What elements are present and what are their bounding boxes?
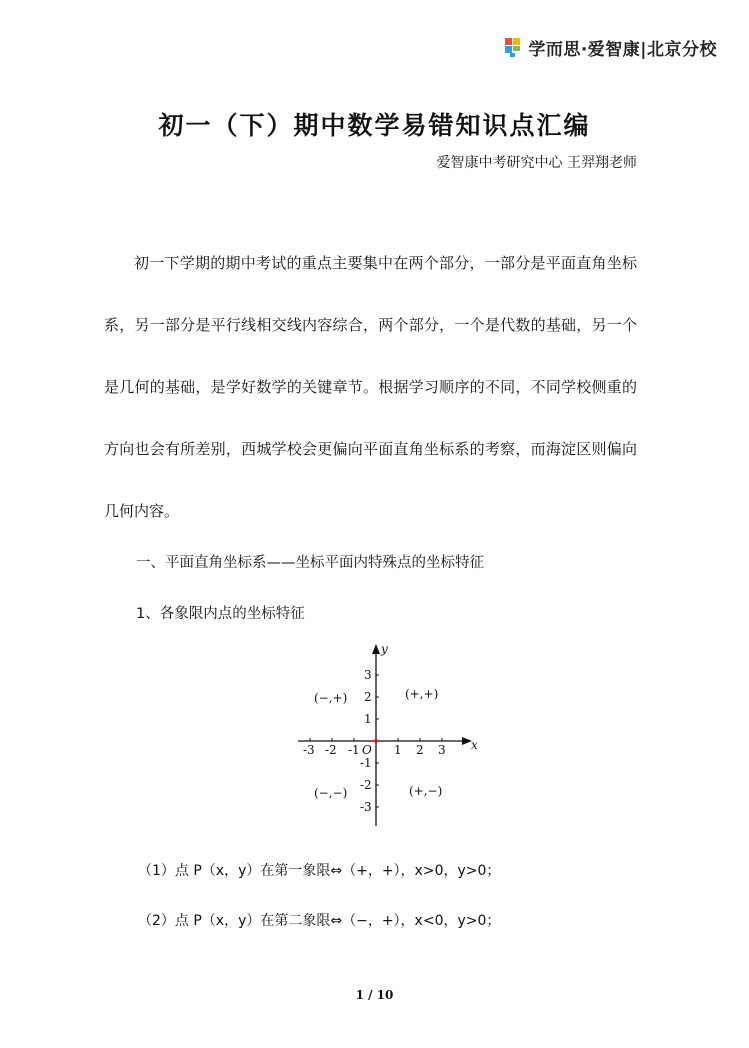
x-tick-label: 2 (416, 743, 424, 757)
y-tick-label: -2 (360, 778, 372, 792)
section-heading: 一、平面直角坐标系——坐标平面内特殊点的坐标特征 (136, 555, 484, 571)
intro-paragraph: 初一下学期的期中考试的重点主要集中在两个部分，一部分是平面直角坐标系，另一部分是平行线相交线内容综合，两个部分，一个是代数的基础，另一个是几何的基础，是学好数学的关键章节。根据学习顺序的不同，不同学校侧重的方向也会有所差别，西城学校会更偏向平面直角坐标系的考察，而海淀区则偏向几何内容。 (104, 254, 637, 520)
y-tick-label: 1 (364, 712, 372, 726)
x-tick-label: 3 (438, 743, 446, 757)
x-tick-label: 1 (394, 743, 402, 757)
brand-logo-icon (503, 36, 523, 58)
quadrant-label-q4: (+,−) (409, 784, 443, 798)
page-title: 初一（下）期中数学易错知识点汇编 (158, 111, 591, 140)
origin-dot (374, 739, 378, 743)
quadrant-label-q1: (+,+) (405, 687, 439, 701)
x-tick-label: -1 (348, 743, 360, 757)
quadrant-label-q3: (−,−) (314, 786, 348, 800)
list-item: （2）点 P（x，y）在第二象限⇔（−，+），x<0，y>0； (138, 913, 501, 929)
y-axis-arrow (372, 644, 380, 654)
y-tick-label: -3 (360, 800, 372, 814)
x-tick-label: -2 (325, 743, 337, 757)
coordinate-plane-figure (292, 640, 482, 830)
y-tick-label: -1 (360, 756, 372, 770)
list-item: （1）点 P（x，y）在第一象限⇔（+，+），x>0，y>0； (138, 863, 501, 879)
subsection-heading: 1、各象限内点的坐标特征 (136, 606, 305, 622)
quadrant-label-q2: (−,+) (314, 691, 348, 705)
page-number: 1 / 10 (355, 988, 394, 1002)
x-tick-label: -3 (303, 743, 315, 757)
author-line: 爱智康中考研究中心 王羿翔老师 (436, 155, 637, 171)
y-tick-label: 2 (364, 690, 372, 704)
y-tick-label: 3 (364, 668, 372, 682)
origin-label: O (362, 743, 372, 757)
y-axis-label: y (381, 642, 388, 656)
brand-name: 学而思·爱智康|北京分校 (528, 39, 717, 60)
x-axis-label: x (471, 738, 478, 752)
page-header (503, 32, 717, 62)
